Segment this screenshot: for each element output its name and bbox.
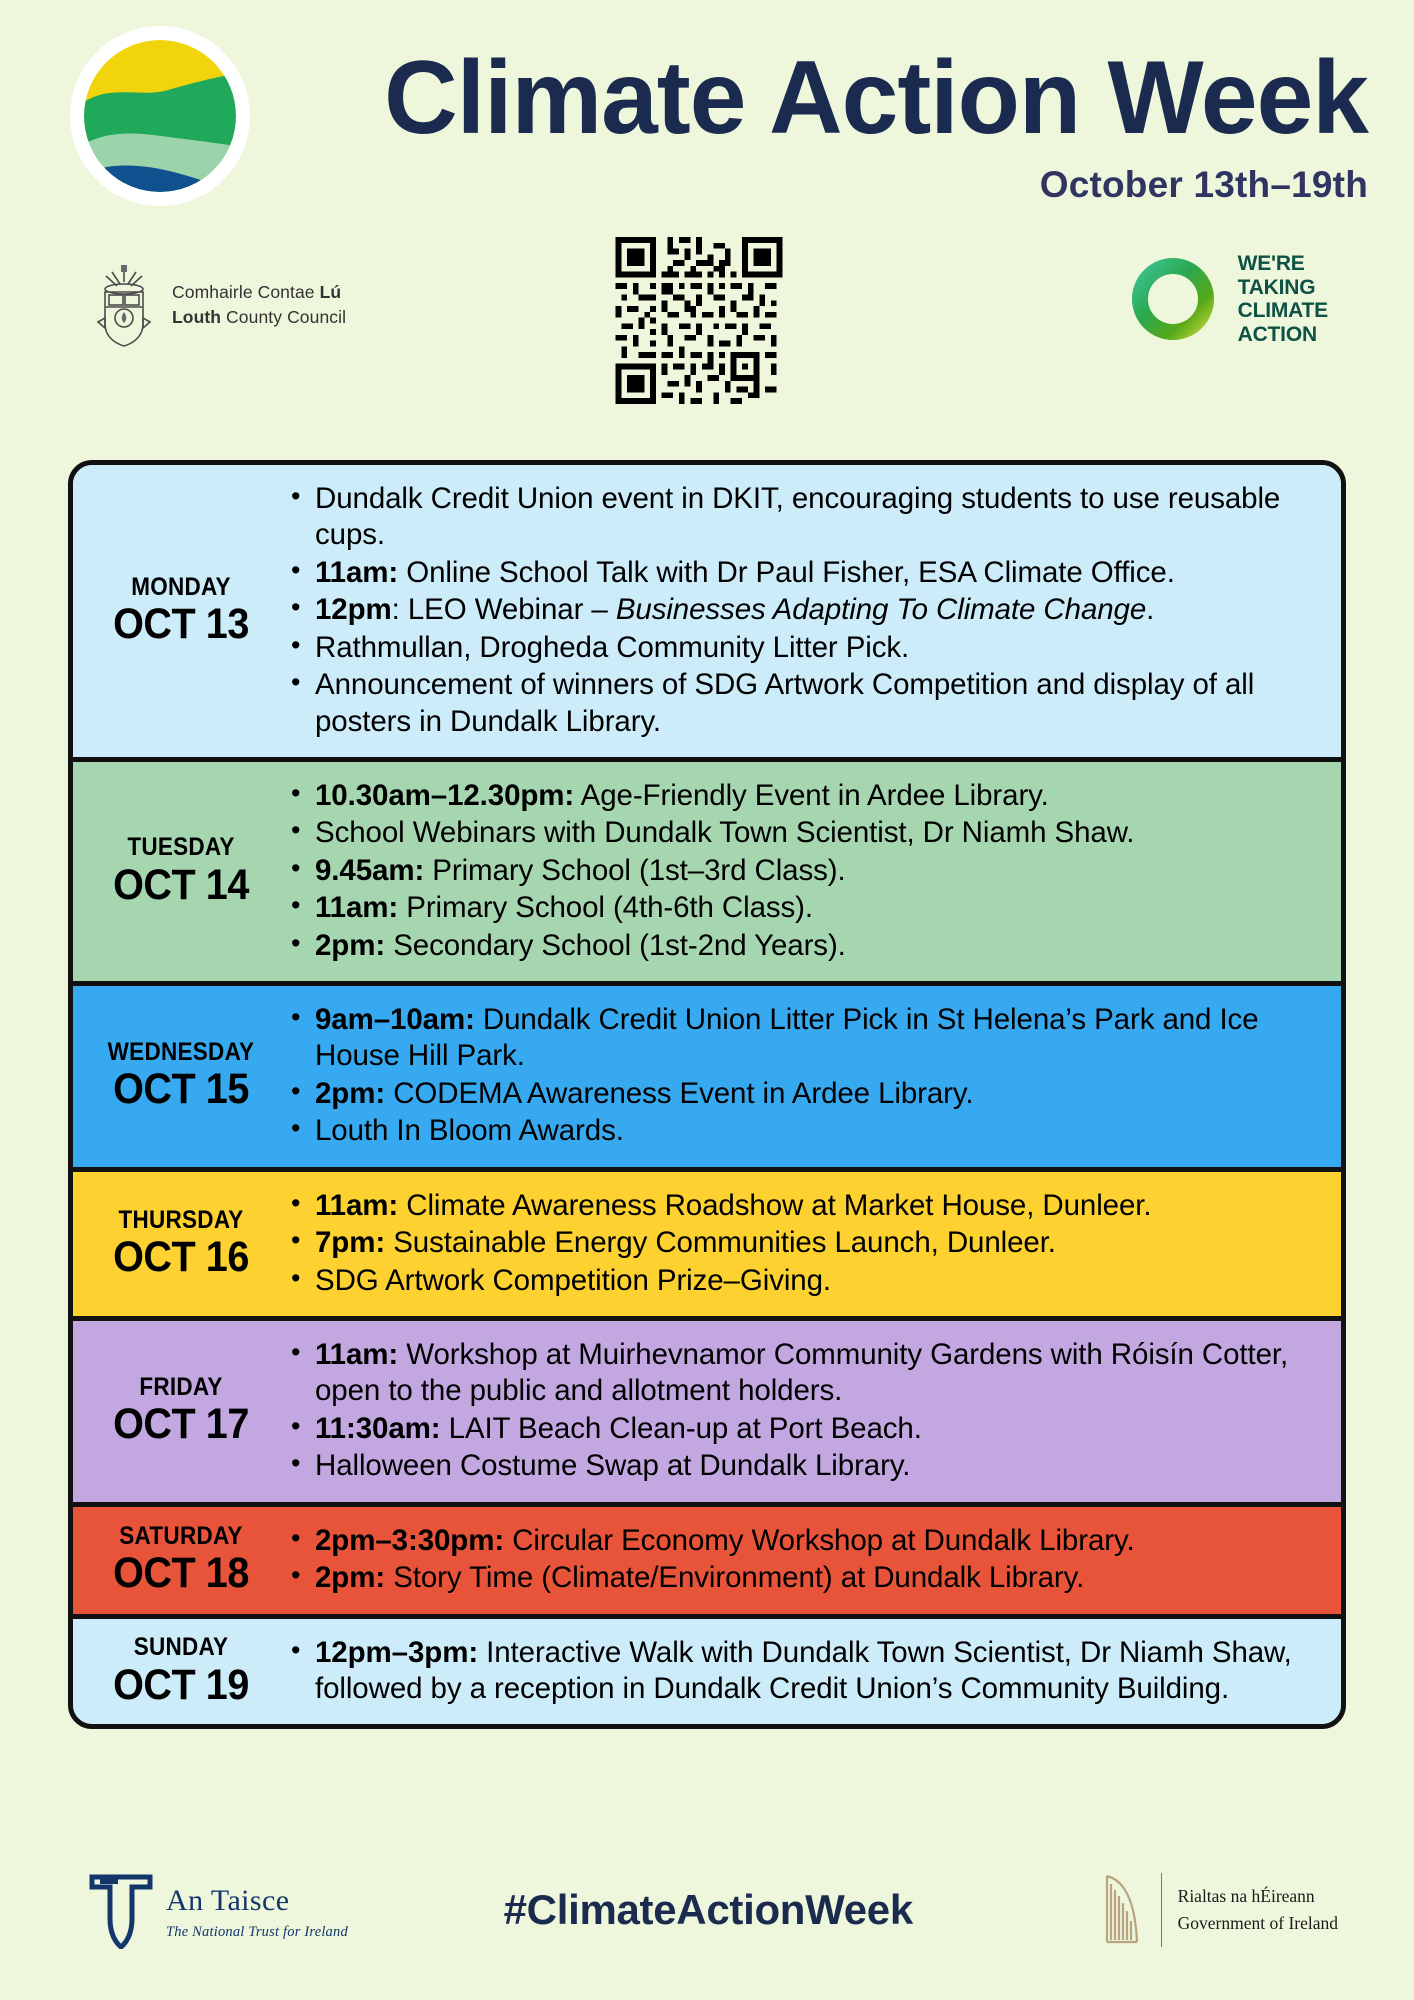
event-time: 11am:	[315, 555, 399, 589]
day-row	[73, 1321, 1341, 1507]
day-name: THURSDAY	[118, 1205, 244, 1234]
louth-county-council-logo	[90, 262, 346, 348]
event-text: Story Time (Climate/Environment) at Dundalk Library.	[385, 1561, 1085, 1595]
event-item	[287, 815, 1301, 851]
event-item	[287, 1188, 1301, 1224]
title-block	[250, 18, 1368, 206]
event-time: 11am:	[315, 1188, 399, 1222]
event-item	[287, 1225, 1301, 1261]
poster-footer	[0, 1845, 1414, 1975]
event-text: : LEO Webinar –	[391, 593, 616, 627]
wtca-line-3: CLIMATE	[1237, 299, 1328, 323]
day-events	[283, 1507, 1341, 1614]
day-events	[283, 1172, 1341, 1316]
event-time: 2pm:	[315, 928, 386, 962]
event-item	[287, 1263, 1301, 1299]
event-item	[287, 890, 1301, 926]
schedule-table	[68, 460, 1346, 1729]
wtca-line-1: WE'RE	[1237, 252, 1305, 275]
day-name: TUESDAY	[127, 833, 235, 862]
event-text: Online School Talk with Dr Paul Fisher, ESA Climate Office.	[398, 555, 1175, 589]
an-taisce-name: An Taisce	[166, 1883, 290, 1917]
event-time: 12pm–3pm:	[315, 1635, 479, 1669]
wtca-line-2: TAKING	[1237, 275, 1316, 299]
event-item	[287, 1076, 1301, 1112]
day-name: SUNDAY	[133, 1633, 229, 1662]
day-events	[283, 762, 1341, 981]
event-time: 2pm:	[315, 1076, 386, 1110]
page-title: Climate Action Week	[384, 40, 1369, 156]
day-events	[283, 465, 1341, 757]
day-events	[283, 986, 1341, 1167]
government-of-ireland-text	[1178, 1883, 1338, 1937]
event-item	[287, 1002, 1301, 1075]
partner-logo-row	[0, 230, 1414, 380]
event-time: 11am:	[315, 1338, 399, 1372]
day-label	[73, 1033, 283, 1119]
event-text: Dundalk Credit Union Litter Pick in St Helena’s Park and Ice House Hill Park.	[315, 1003, 1259, 1073]
day-row	[73, 1172, 1341, 1321]
event-text: Age-Friendly Event in Ardee Library.	[574, 778, 1049, 812]
event-item	[287, 1448, 1301, 1484]
climate-wave-circle-logo-icon	[70, 26, 250, 206]
event-text: Circular Economy Workshop at Dundalk Library.	[504, 1523, 1135, 1557]
event-time: 7pm:	[315, 1226, 386, 1260]
event-text: Secondary School (1st-2nd Years).	[385, 928, 846, 962]
day-name: MONDAY	[131, 572, 231, 601]
event-item	[287, 630, 1301, 666]
event-time: 2pm–3:30pm:	[315, 1523, 505, 1557]
lcc-line1-bold: Lú	[319, 281, 342, 302]
government-of-ireland-logo	[1099, 1870, 1338, 1950]
event-text: School Webinars with Dundalk Town Scientist, Dr Niamh Shaw.	[315, 816, 1135, 850]
event-time: 12pm	[315, 593, 392, 627]
day-date: OCT 18	[113, 1549, 249, 1598]
event-text: Dundalk Credit Union event in DKIT, encouraging students to use reusable cups.	[315, 482, 1281, 552]
event-text: Primary School (1st–3rd Class).	[424, 853, 846, 887]
goi-divider	[1161, 1873, 1162, 1947]
event-text: Louth In Bloom Awards.	[315, 1114, 624, 1148]
day-row	[73, 1507, 1341, 1619]
event-text: LAIT Beach Clean-up at Port Beach.	[440, 1411, 922, 1445]
hashtag-label: #ClimateActionWeek	[503, 1886, 913, 1933]
green-gradient-ring-icon	[1130, 256, 1216, 342]
day-events	[283, 1619, 1341, 1725]
event-item	[287, 778, 1301, 814]
irish-harp-icon	[1099, 1870, 1145, 1950]
poster-header	[0, 0, 1414, 230]
louth-county-council-text	[172, 280, 346, 331]
day-name: SATURDAY	[119, 1521, 243, 1550]
day-date: OCT 14	[113, 860, 249, 909]
day-date: OCT 17	[113, 1400, 249, 1449]
day-date: OCT 19	[113, 1660, 249, 1709]
event-title-italic: Businesses Adapting To Climate Change	[615, 593, 1147, 627]
an-taisce-logo-icon	[88, 1871, 154, 1949]
louth-county-council-crest-icon	[90, 262, 158, 348]
day-name: FRIDAY	[139, 1373, 223, 1402]
event-time: 11am:	[315, 891, 399, 925]
event-item	[287, 1113, 1301, 1149]
lcc-line1-normal: Comhairle Contae	[172, 281, 320, 302]
event-text: SDG Artwork Competition Prize–Giving.	[315, 1263, 832, 1297]
lcc-line2-normal: County Council	[221, 307, 347, 327]
event-text: Interactive Walk with Dundalk Town Scientist, Dr Niamh Shaw, followed by a reception in Dundalk Credit Union’s Community Building.	[315, 1635, 1292, 1705]
event-item	[287, 592, 1301, 628]
event-time: 9am–10am:	[315, 1003, 475, 1037]
day-row	[73, 465, 1341, 762]
goi-line-english: Government of Ireland	[1177, 1913, 1338, 1933]
event-time: 2pm:	[315, 1561, 386, 1595]
day-row	[73, 986, 1341, 1172]
event-text: CODEMA Awareness Event in Ardee Library.	[385, 1076, 974, 1110]
day-date: OCT 15	[113, 1065, 249, 1114]
event-text: Rathmullan, Drogheda Community Litter Pick.	[315, 630, 910, 664]
lcc-line2-bold: Louth	[172, 307, 222, 327]
day-row	[73, 762, 1341, 986]
event-item	[287, 1635, 1301, 1708]
date-range: October 13th–19th	[1039, 164, 1368, 205]
event-text: Announcement of winners of SDG Artwork Competition and display of all posters in Dundalk Library.	[315, 668, 1255, 738]
event-time: 9.45am:	[315, 853, 425, 887]
an-taisce-logo	[88, 1871, 348, 1949]
day-date: OCT 13	[113, 600, 249, 649]
wtca-line-4: ACTION	[1237, 323, 1317, 347]
event-time: 11:30am:	[315, 1411, 441, 1445]
event-item	[287, 555, 1301, 591]
day-row	[73, 1619, 1341, 1725]
day-name: WEDNESDAY	[107, 1038, 255, 1067]
day-label	[73, 1368, 283, 1454]
qr-code-icon[interactable]	[614, 237, 784, 404]
event-item	[287, 1560, 1301, 1596]
day-events	[283, 1321, 1341, 1502]
were-taking-climate-action-text	[1238, 252, 1328, 347]
event-item	[287, 1523, 1301, 1559]
event-text: Climate Awareness Roadshow at Market House, Dunleer.	[398, 1188, 1152, 1222]
event-item	[287, 667, 1301, 740]
event-item	[287, 928, 1301, 964]
event-text: Primary School (4th-6th Class).	[398, 891, 813, 925]
day-date: OCT 16	[113, 1232, 249, 1281]
event-item	[287, 1337, 1301, 1410]
event-time: 10.30am–12.30pm:	[315, 778, 575, 812]
event-item	[287, 1411, 1301, 1447]
event-text: Sustainable Energy Communities Launch, Dunleer.	[385, 1226, 1056, 1260]
were-taking-climate-action-logo	[1130, 252, 1328, 347]
event-item	[287, 853, 1301, 889]
day-label	[73, 1201, 283, 1287]
day-label	[73, 568, 283, 654]
event-item	[287, 481, 1301, 554]
goi-line-irish: Rialtas na hÉireann	[1177, 1885, 1315, 1906]
event-text: Halloween Costume Swap at Dundalk Library.	[315, 1449, 911, 1483]
event-text-tail: .	[1146, 593, 1155, 627]
day-label	[73, 1628, 283, 1714]
an-taisce-tagline: The National Trust for Ireland	[166, 1923, 348, 1940]
day-label	[73, 828, 283, 914]
event-text: Workshop at Muirhevnamor Community Gardens with Róisín Cotter, open to the public and allotment holders.	[315, 1338, 1289, 1408]
an-taisce-text	[166, 1880, 348, 1941]
day-label	[73, 1517, 283, 1603]
